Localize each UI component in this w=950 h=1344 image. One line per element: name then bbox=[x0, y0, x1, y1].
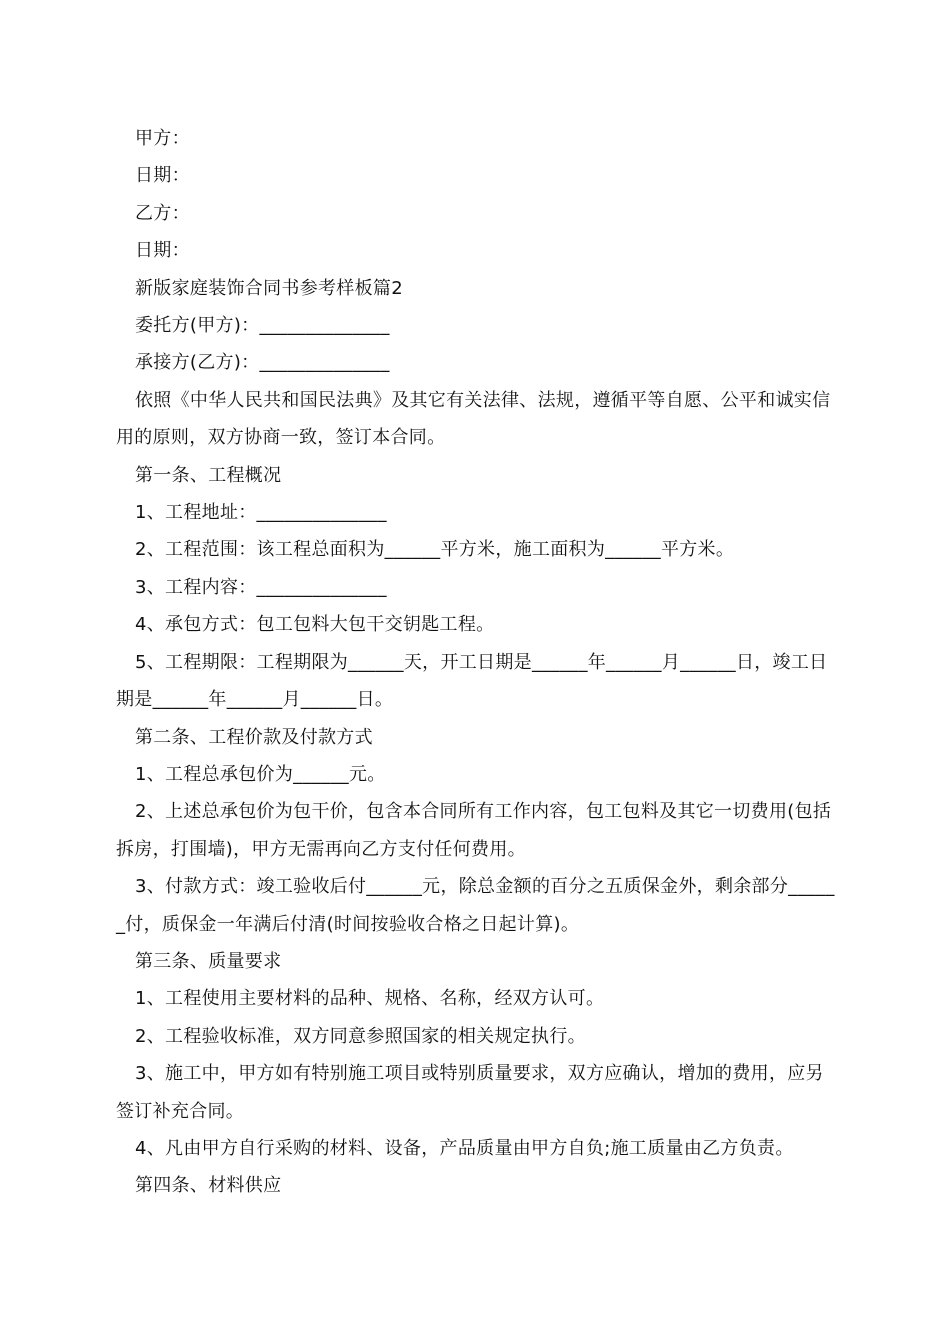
article-4-heading: 第四条、材料供应 bbox=[135, 1175, 282, 1197]
party-b-date-label: 日期： bbox=[135, 240, 190, 262]
article-1-item-1: 1、工程地址：______________ bbox=[135, 502, 387, 524]
client-party-line: 委托方(甲方)：______________ bbox=[135, 315, 390, 337]
contractor-party-line: 承接方(乙方)：______________ bbox=[135, 352, 390, 374]
article-2-item-1: 1、工程总承包价为______元。 bbox=[135, 763, 386, 785]
article-1-heading: 第一条、工程概况 bbox=[135, 464, 282, 486]
document-body bbox=[116, 120, 838, 1205]
article-1-item-4: 4、承包方式：包工包料大包干交钥匙工程。 bbox=[135, 614, 495, 636]
party-a-label: 甲方： bbox=[135, 128, 190, 149]
article-3-item-4: 4、凡由甲方自行采购的材料、设备，产品质量由甲方自负;施工质量由乙方负责。 bbox=[135, 1137, 794, 1159]
article-1-item-3: 3、工程内容：______________ bbox=[135, 576, 387, 598]
article-3-item-3: 3、施工中，甲方如有特别施工项目或特别质量要求，双方应确认，增加的费用，应另签订补充合同。 bbox=[116, 1063, 824, 1122]
preamble-paragraph: 依照《中华人民共和国民法典》及其它有关法律、法规，遵循平等自愿、公平和诚实信用的原则，双方协商一致，签订本合同。 bbox=[116, 389, 831, 449]
article-3-item-1: 1、工程使用主要材料的品种、规格、名称，经双方认可。 bbox=[135, 988, 605, 1010]
article-2-item-3: 3、付款方式：竣工验收后付______元，除总金额的百分之五质保金外，剩余部分______付，质保金一年满后付清(时间按验收合格之日起计算)。 bbox=[116, 876, 835, 935]
article-1-item-2: 2、工程范围：该工程总面积为______平方米，施工面积为______平方米。 bbox=[135, 539, 735, 561]
article-3-heading: 第三条、质量要求 bbox=[135, 950, 282, 972]
article-2-heading: 第二条、工程价款及付款方式 bbox=[135, 726, 373, 748]
party-b-label: 乙方： bbox=[135, 202, 190, 224]
contract-title: 新版家庭装饰合同书参考样板篇2 bbox=[135, 277, 403, 299]
article-2-item-2: 2、上述总承包价为包干价，包含本合同所有工作内容，包工包料及其它一切费用(包括拆房，打围墙)，甲方无需再向乙方支付任何费用。 bbox=[116, 801, 832, 860]
article-3-item-2: 2、工程验收标准，双方同意参照国家的相关规定执行。 bbox=[135, 1025, 586, 1047]
article-1-item-5: 5、工程期限：工程期限为______天，开工日期是______年______月______日，竣工日期是______年______月______日。 bbox=[116, 651, 828, 711]
party-a-date-label: 日期： bbox=[135, 165, 190, 187]
